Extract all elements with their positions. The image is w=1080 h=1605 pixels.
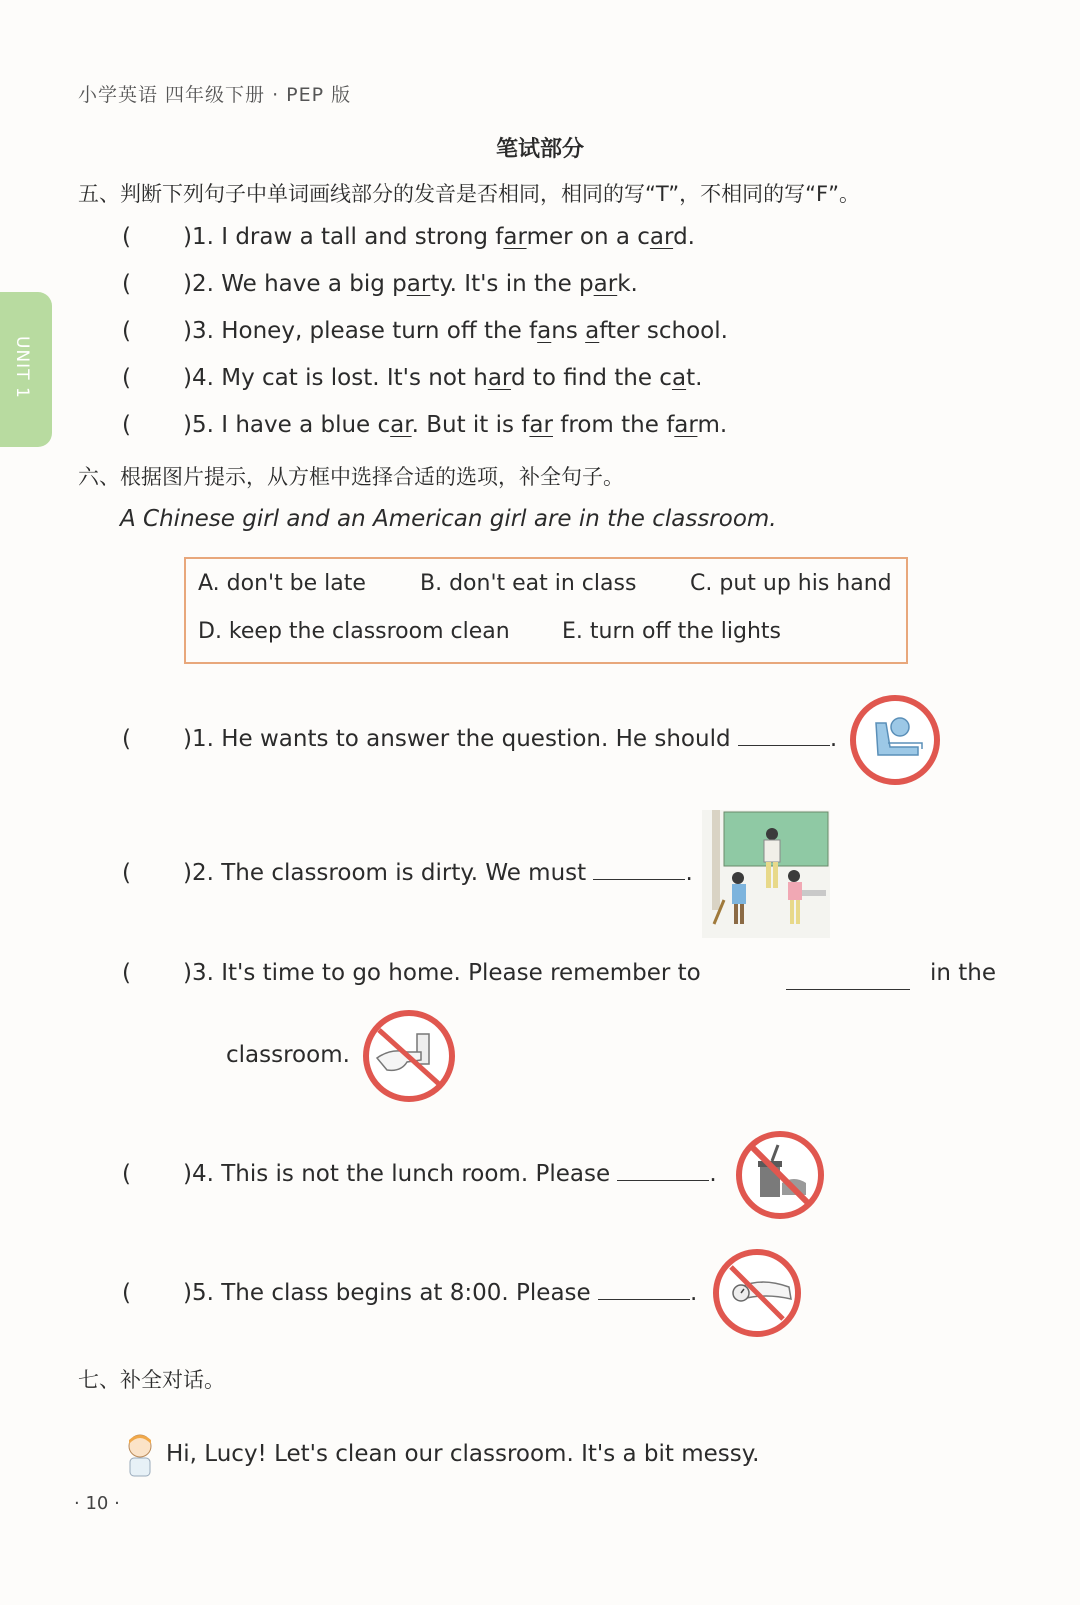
s6-item-3: ( )3. It's time to go home. Please remember to	[122, 960, 701, 986]
sentence-text: ns	[551, 318, 586, 344]
s5-item-3	[122, 318, 728, 344]
answer-paren-open[interactable]: (	[122, 1280, 131, 1306]
sentence-text: d to find the c	[510, 365, 672, 391]
item-number: 3.	[191, 960, 214, 986]
dialogue-line-1: Hi, Lucy! Let's clean our classroom. It's a bit messy.	[166, 1441, 760, 1467]
option-c: C. put up his hand	[690, 571, 892, 596]
sentence-text: m.	[697, 412, 728, 438]
answer-paren-open[interactable]: (	[122, 1161, 131, 1187]
answer-blank[interactable]	[598, 1298, 690, 1300]
sentence-text: mer on a c	[526, 224, 650, 250]
item-number: 3.	[191, 318, 214, 344]
underlined-letters: ar	[649, 224, 674, 250]
sentence-text: ty. It's in the p	[430, 271, 594, 297]
s6-item-3-line2: classroom.	[226, 1042, 350, 1068]
item-text: The class begins at 8:00. Please	[213, 1280, 591, 1306]
item-number: 4.	[191, 365, 214, 391]
answer-paren-open[interactable]: (	[122, 271, 131, 297]
item-end: .	[685, 860, 693, 886]
section5-instruction: 五、判断下列句子中单词画线部分的发音是否相同，相同的写“T”，不相同的写“F”。	[78, 182, 860, 206]
answer-paren-close: )	[182, 224, 192, 250]
answer-paren-open[interactable]: (	[122, 726, 131, 752]
answer-paren-open[interactable]: (	[122, 860, 131, 886]
underlined-letters: ar	[503, 224, 527, 250]
answer-paren-close: )	[182, 318, 192, 344]
underlined-letters: a	[671, 365, 687, 391]
s6-item-2: ( )2. The classroom is dirty. We must .	[122, 860, 693, 886]
item-number: 2.	[191, 271, 214, 297]
underlined-letters: ar	[674, 412, 698, 438]
cleaning-classroom-icon	[702, 810, 830, 938]
s6-item-3-tail: in the	[930, 960, 997, 986]
option-a: A. don't be late	[198, 571, 366, 596]
answer-paren-close: )	[182, 271, 192, 297]
no-eating-icon	[734, 1129, 826, 1221]
answer-blank-3[interactable]	[786, 988, 910, 990]
item-number: 5.	[191, 1280, 214, 1306]
sentence-text: . But it is f	[411, 412, 530, 438]
answer-paren-open[interactable]: (	[122, 412, 131, 438]
sentence-text: fter school.	[599, 318, 728, 344]
s5-item-1	[122, 224, 695, 250]
page-number: · 10 ·	[74, 1493, 120, 1514]
item-end: .	[829, 726, 838, 752]
item-end: .	[709, 1161, 717, 1187]
sentence-text: from the f	[552, 412, 675, 438]
options-box	[184, 557, 908, 664]
item-text: This is not the lunch room. Please	[213, 1161, 611, 1187]
underlined-letters: ar	[487, 365, 511, 391]
s5-item-5	[122, 412, 727, 438]
option-e: E. turn off the lights	[562, 619, 781, 644]
item-number: 1.	[191, 224, 214, 250]
s5-item-2	[122, 271, 638, 297]
sentence-text: t.	[686, 365, 703, 391]
item-number: 2.	[191, 860, 214, 886]
answer-paren-open[interactable]: (	[122, 318, 131, 344]
book-header: 小学英语 四年级下册 · PEP 版	[78, 84, 352, 106]
item-number: 4.	[191, 1161, 214, 1187]
underlined-letters: ar	[529, 412, 553, 438]
item-text: The classroom is dirty. We must	[213, 860, 587, 886]
sentence-text: I draw a tall and strong f	[213, 224, 504, 250]
s6-item-5: ( )5. The class begins at 8:00. Please .	[122, 1280, 698, 1306]
underlined-letters: ar	[390, 412, 412, 438]
underlined-letters: a	[537, 318, 552, 344]
boy-avatar-icon	[124, 1432, 156, 1478]
s6-item-4: ( )4. This is not the lunch room. Please .	[122, 1161, 717, 1187]
answer-paren-close: )	[182, 412, 192, 438]
underlined-letters: a	[585, 318, 600, 344]
answer-paren-open[interactable]: (	[122, 960, 131, 986]
s5-item-4	[122, 365, 702, 391]
item-text: He wants to answer the question. He should	[213, 726, 731, 752]
answer-paren-open[interactable]: (	[122, 224, 131, 250]
item-text: It's time to go home. Please remember to	[213, 960, 701, 986]
underlined-letters: ar	[406, 271, 431, 297]
wristwatch-icon	[711, 1247, 803, 1339]
sentence-text: I have a blue c	[213, 412, 391, 438]
answer-blank[interactable]	[738, 744, 830, 746]
sentence-text: My cat is lost. It's not h	[213, 365, 488, 391]
section6-instruction: 六、根据图片提示，从方框中选择合适的选项，补全句子。	[78, 465, 624, 489]
light-switch-icon	[361, 1008, 457, 1104]
answer-paren-close: )	[182, 365, 192, 391]
underlined-letters: ar	[593, 271, 618, 297]
answer-blank[interactable]	[593, 878, 685, 880]
s6-item-1: ( )1. He wants to answer the question. He should .	[122, 726, 838, 752]
unit-tab	[0, 292, 52, 447]
unit-tab-label: UNIT 1	[12, 336, 32, 399]
section-title: 笔试部分	[495, 137, 584, 162]
sentence-text: d.	[673, 224, 695, 250]
option-b: B. don't eat in class	[420, 571, 637, 596]
sentence-text: k.	[617, 271, 638, 297]
sentence-text: We have a big p	[213, 271, 407, 297]
raise-hand-icon	[848, 693, 942, 787]
answer-blank[interactable]	[617, 1179, 709, 1181]
item-number: 1.	[191, 726, 214, 752]
option-d: D. keep the classroom clean	[198, 619, 510, 644]
sentence-text: Honey, please turn off the f	[213, 318, 538, 344]
item-number: 5.	[191, 412, 214, 438]
section7-instruction: 七、补全对话。	[78, 1368, 225, 1392]
section6-context: A Chinese girl and an American girl are in the classroom.	[120, 506, 777, 532]
answer-paren-open[interactable]: (	[122, 365, 131, 391]
item-end: .	[689, 1280, 698, 1306]
